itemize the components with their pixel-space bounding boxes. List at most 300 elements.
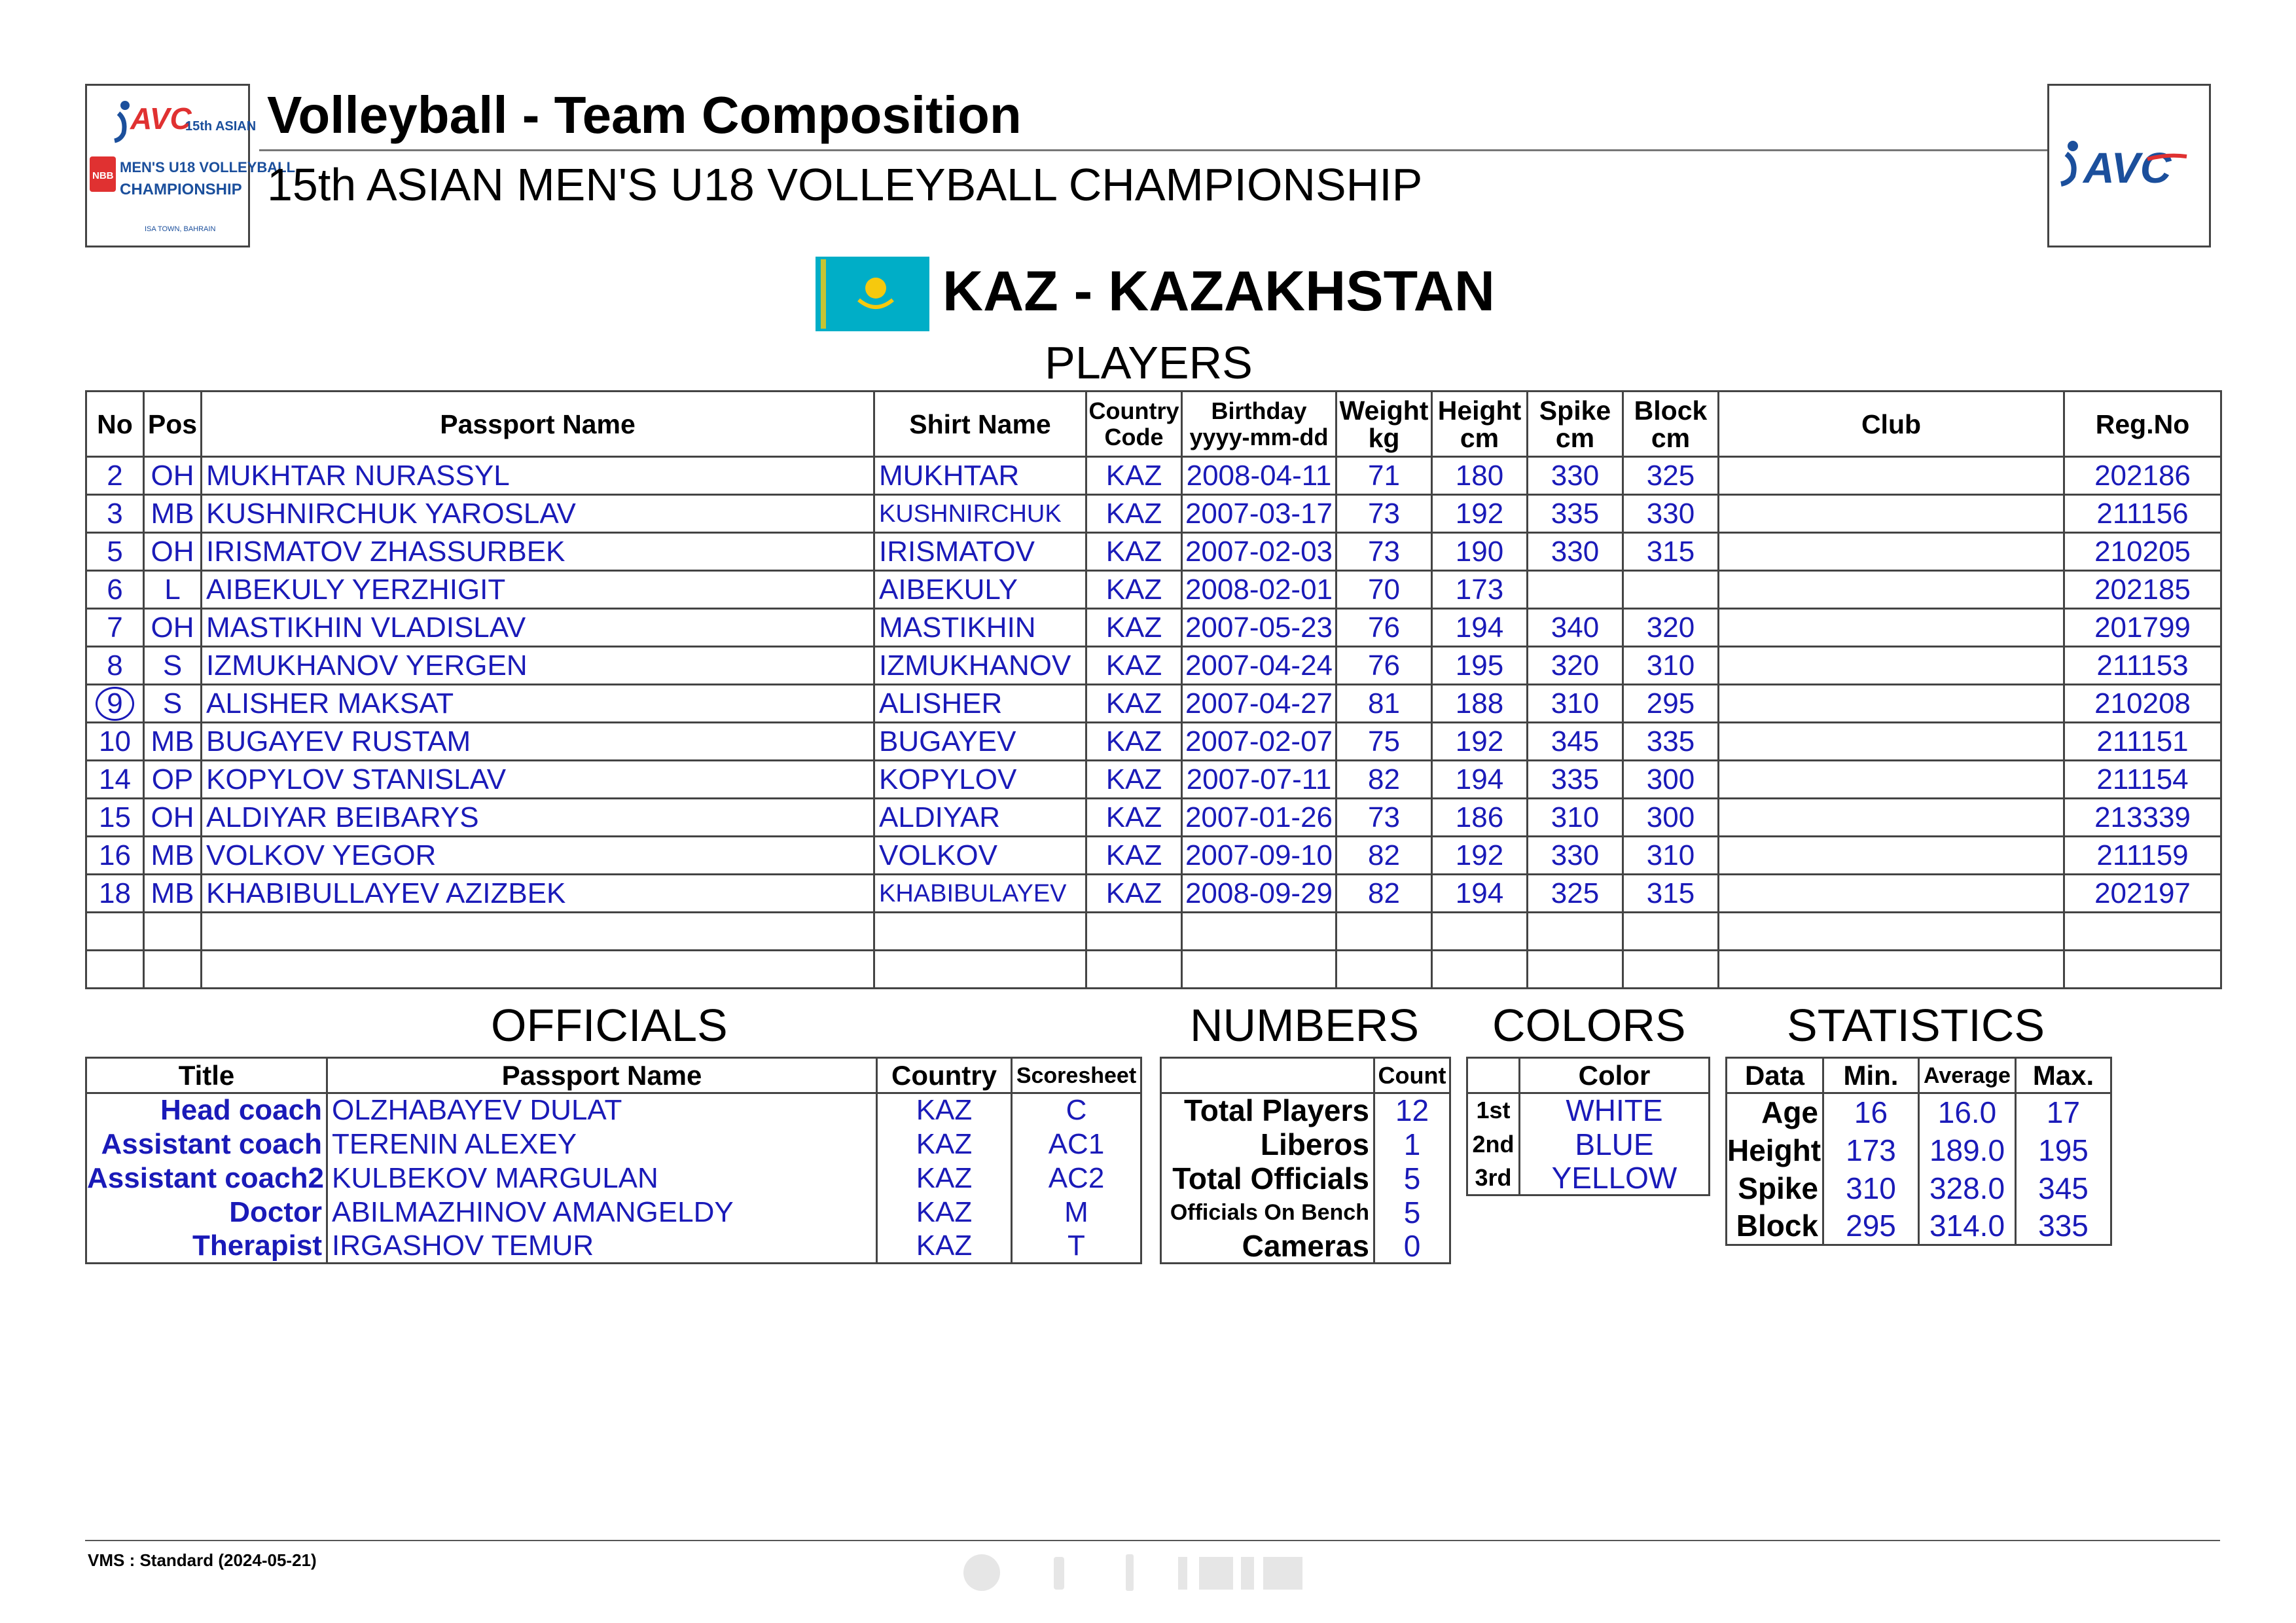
players-table-body [86,457,2221,989]
player-height: 192 [1432,723,1528,761]
stat-average: 189.0 [1919,1131,2016,1169]
player-block: 330 [1623,495,1719,533]
player-passport-name: KHABIBULLAYEV AZIZBEK [202,875,874,913]
player-weight: 76 [1336,647,1432,685]
player-spike: 330 [1528,837,1623,875]
player-weight: 73 [1336,799,1432,837]
stat-label: Spike [1727,1169,1823,1207]
player-birthday: 2008-04-11 [1182,457,1336,495]
official-country: KAZ [877,1127,1012,1161]
header-shirt-name: Shirt Name [874,392,1086,457]
player-weight: 82 [1336,875,1432,913]
player-height: 194 [1432,761,1528,799]
player-height: 195 [1432,647,1528,685]
player-club [1719,533,2064,571]
player-no: 3 [86,495,144,533]
numbers-count: 5 [1374,1161,1450,1195]
player-country: KAZ [1086,609,1182,647]
player-height: 186 [1432,799,1528,837]
player-block [1623,913,1719,951]
player-pos: MB [144,723,202,761]
player-height: 173 [1432,571,1528,609]
numbers-count: 5 [1374,1195,1450,1230]
stat-min: 16 [1823,1093,1919,1131]
svg-text:ISA TOWN, BAHRAIN: ISA TOWN, BAHRAIN [145,225,216,233]
statistics-header-min: Min. [1823,1058,1919,1093]
table-row [86,533,2221,571]
player-height: 194 [1432,609,1528,647]
header-spike-text: Spike cm [1539,395,1611,453]
official-country: KAZ [877,1230,1012,1264]
header-no: No [86,392,144,457]
player-country: KAZ [1086,799,1182,837]
header-club: Club [1719,392,2064,457]
player-height [1432,913,1528,951]
officials-section-title: OFFICIALS [491,1000,728,1051]
colors-table [1466,1057,1710,1196]
player-country: KAZ [1086,761,1182,799]
player-shirt-name: VOLKOV [874,837,1086,875]
official-title: Assistant coach [86,1127,327,1161]
player-country: KAZ [1086,723,1182,761]
player-club [1719,951,2064,989]
player-height: 194 [1432,875,1528,913]
player-no [86,913,144,951]
player-club [1719,837,2064,875]
table-row [1467,1161,1710,1195]
header-spike [1528,392,1623,457]
color-value: YELLOW [1520,1161,1710,1195]
official-country: KAZ [877,1161,1012,1195]
player-country: KAZ [1086,647,1182,685]
player-club [1719,457,2064,495]
player-club [1719,913,2064,951]
numbers-table [1160,1057,1451,1264]
official-scoresheet: C [1012,1093,1141,1127]
player-pos [144,913,202,951]
header-reg-no: Reg.No [2064,392,2221,457]
player-spike: 335 [1528,761,1623,799]
officials-table [85,1057,1142,1264]
table-row [86,1230,1141,1264]
player-shirt-name: IZMUKHANOV [874,647,1086,685]
flag-graphic [816,257,929,331]
player-weight: 73 [1336,533,1432,571]
numbers-count: 0 [1374,1230,1450,1264]
player-passport-name: BUGAYEV RUSTAM [202,723,874,761]
color-order: 1st [1467,1093,1520,1127]
player-no: 8 [86,647,144,685]
player-reg-no: 211159 [2064,837,2221,875]
player-birthday: 2007-04-24 [1182,647,1336,685]
player-reg-no [2064,951,2221,989]
player-spike: 320 [1528,647,1623,685]
player-club [1719,685,2064,723]
officials-header-row [86,1058,1141,1093]
avc-logo-graphic [2049,86,2209,246]
colors-header-row [1467,1058,1710,1093]
player-no: 7 [86,609,144,647]
official-passport-name: OLZHABAYEV DULAT [327,1093,877,1127]
player-club [1719,647,2064,685]
player-block: 300 [1623,799,1719,837]
player-spike: 310 [1528,799,1623,837]
player-no: 2 [86,457,144,495]
player-country [1086,951,1182,989]
official-title: Doctor [86,1195,327,1230]
official-passport-name: IRGASHOV TEMUR [327,1230,877,1264]
player-no: 16 [86,837,144,875]
numbers-header-count: Count [1374,1058,1450,1093]
player-no: 15 [86,799,144,837]
players-heading-text: PLAYERS [1045,337,1253,388]
stat-max: 17 [2016,1093,2111,1131]
player-weight [1336,951,1432,989]
stat-min: 310 [1823,1169,1919,1207]
official-scoresheet: AC2 [1012,1161,1141,1195]
table-row [1161,1093,1450,1127]
players-table [85,390,2222,989]
table-row [86,571,2221,609]
official-scoresheet: M [1012,1195,1141,1230]
table-row [1161,1127,1450,1161]
player-birthday: 2007-02-07 [1182,723,1336,761]
official-title: Assistant coach2 [86,1161,327,1195]
header-block [1623,392,1719,457]
player-shirt-name: AIBEKULY [874,571,1086,609]
numbers-label: Liberos [1161,1127,1374,1161]
player-shirt-name: ALDIYAR [874,799,1086,837]
title-divider [259,149,2047,151]
player-weight: 70 [1336,571,1432,609]
stat-min: 173 [1823,1131,1919,1169]
stat-max: 195 [2016,1131,2111,1169]
player-reg-no: 211154 [2064,761,2221,799]
player-shirt-name [874,913,1086,951]
official-passport-name: TERENIN ALEXEY [327,1127,877,1161]
color-value: BLUE [1520,1127,1710,1161]
player-height: 188 [1432,685,1528,723]
player-block: 300 [1623,761,1719,799]
statistics-header-max: Max. [2016,1058,2111,1093]
official-title: Head coach [86,1093,327,1127]
kazakhstan-flag [816,257,929,331]
officials-table-body [86,1093,1141,1264]
player-height: 192 [1432,837,1528,875]
watermark-shapes [956,1545,1348,1600]
player-pos: OP [144,761,202,799]
player-birthday: 2007-04-27 [1182,685,1336,723]
player-weight: 81 [1336,685,1432,723]
color-order: 3rd [1467,1161,1520,1195]
player-passport-name: ALISHER MAKSAT [202,685,874,723]
player-club [1719,609,2064,647]
player-birthday: 2008-02-01 [1182,571,1336,609]
table-row [1161,1230,1450,1264]
table-row [86,837,2221,875]
event-logo [85,84,296,247]
player-no [86,685,144,723]
stat-label: Age [1727,1093,1823,1131]
player-height: 190 [1432,533,1528,571]
table-row [86,1161,1141,1195]
player-spike [1528,951,1623,989]
player-birthday: 2008-09-29 [1182,875,1336,913]
table-row [1161,1161,1450,1195]
player-shirt-name: KOPYLOV [874,761,1086,799]
player-shirt-name: IRISMATOV [874,533,1086,571]
player-reg-no: 202185 [2064,571,2221,609]
player-birthday: 2007-03-17 [1182,495,1336,533]
player-block: 310 [1623,647,1719,685]
player-reg-no: 210208 [2064,685,2221,723]
player-shirt-name: MUKHTAR [874,457,1086,495]
stat-average: 16.0 [1919,1093,2016,1131]
player-spike: 310 [1528,685,1623,723]
stat-average: 314.0 [1919,1207,2016,1245]
svg-text:CHAMPIONSHIP: CHAMPIONSHIP [120,181,242,198]
player-birthday: 2007-02-03 [1182,533,1336,571]
player-club [1719,799,2064,837]
player-no: 18 [86,875,144,913]
player-spike [1528,571,1623,609]
player-birthday: 2007-07-11 [1182,761,1336,799]
stat-label: Height [1727,1131,1823,1169]
player-reg-no: 201799 [2064,609,2221,647]
player-weight [1336,913,1432,951]
footer-divider [85,1540,2220,1541]
official-title: Therapist [86,1230,327,1264]
player-passport-name: KOPYLOV STANISLAV [202,761,874,799]
player-passport-name: ALDIYAR BEIBARYS [202,799,874,837]
player-spike: 325 [1528,875,1623,913]
header-birthday [1182,392,1336,457]
player-pos: MB [144,875,202,913]
stat-max: 335 [2016,1207,2111,1245]
player-passport-name: KUSHNIRCHUK YAROSLAV [202,495,874,533]
player-block: 295 [1623,685,1719,723]
player-spike: 330 [1528,457,1623,495]
player-pos: S [144,685,202,723]
player-weight: 82 [1336,837,1432,875]
player-pos: L [144,571,202,609]
player-pos: S [144,647,202,685]
players-section-title [0,335,2296,390]
officials-header-passport-name: Passport Name [327,1058,877,1093]
numbers-section-title: NUMBERS [1190,1000,1420,1051]
player-passport-name: VOLKOV YEGOR [202,837,874,875]
player-height: 180 [1432,457,1528,495]
stat-average: 328.0 [1919,1169,2016,1207]
player-weight: 75 [1336,723,1432,761]
table-row [86,1127,1141,1161]
table-row [86,913,2221,951]
svg-text:MEN'S U18 VOLLEYBALL: MEN'S U18 VOLLEYBALL [120,159,296,175]
player-passport-name: MASTIKHIN VLADISLAV [202,609,874,647]
color-order: 2nd [1467,1127,1520,1161]
numbers-table-body [1161,1093,1450,1264]
player-block: 320 [1623,609,1719,647]
official-country: KAZ [877,1093,1012,1127]
svg-text:AVC: AVC [2083,143,2172,192]
event-logo-graphic [87,86,296,246]
statistics-header-row [1727,1058,2111,1093]
table-row [86,647,2221,685]
player-pos: OH [144,609,202,647]
numbers-count: 12 [1374,1093,1450,1127]
header-birthday-text: Birthday yyyy-mm-dd [1189,397,1329,450]
player-weight: 76 [1336,609,1432,647]
statistics-table [1725,1057,2112,1246]
player-passport-name: MUKHTAR NURASSYL [202,457,874,495]
player-shirt-name: KHABIBULAYEV [874,875,1086,913]
player-spike: 335 [1528,495,1623,533]
player-reg-no: 202197 [2064,875,2221,913]
numbers-label: Total Officials [1161,1161,1374,1195]
players-header-row [86,392,2221,457]
player-reg-no: 211156 [2064,495,2221,533]
numbers-label: Cameras [1161,1230,1374,1264]
svg-text:AVC: AVC [130,101,192,136]
player-shirt-name: MASTIKHIN [874,609,1086,647]
player-birthday: 2007-09-10 [1182,837,1336,875]
player-block: 315 [1623,875,1719,913]
table-row [1727,1207,2111,1245]
player-passport-name: IRISMATOV ZHASSURBEK [202,533,874,571]
table-row [1467,1127,1710,1161]
table-row [86,875,2221,913]
player-country: KAZ [1086,837,1182,875]
officials-header-title: Title [86,1058,327,1093]
svg-text:NBB: NBB [92,170,114,181]
official-scoresheet: T [1012,1230,1141,1264]
footer-version: VMS : Standard (2024-05-21) [88,1550,317,1570]
stat-label: Block [1727,1207,1823,1245]
stat-min: 295 [1823,1207,1919,1245]
player-passport-name: AIBEKULY YERZHIGIT [202,571,874,609]
player-country: KAZ [1086,571,1182,609]
avc-logo [2047,84,2211,247]
table-row [1161,1195,1450,1230]
player-birthday [1182,913,1336,951]
player-passport-name [202,951,874,989]
player-birthday: 2007-05-23 [1182,609,1336,647]
table-row [1727,1131,2111,1169]
header-height-text: Height cm [1437,395,1522,453]
player-height [1432,951,1528,989]
player-reg-no [2064,913,2221,951]
header-passport-name: Passport Name [202,392,874,457]
colors-section-title: COLORS [1492,1000,1686,1051]
player-no: 14 [86,761,144,799]
player-pos [144,951,202,989]
player-weight: 82 [1336,761,1432,799]
official-country: KAZ [877,1195,1012,1230]
officials-header-scoresheet: Scoresheet [1012,1058,1141,1093]
officials-header-country: Country [877,1058,1012,1093]
player-spike [1528,913,1623,951]
player-country: KAZ [1086,875,1182,913]
table-row [86,609,2221,647]
player-club [1719,875,2064,913]
championship-title: 15th ASIAN MEN'S U18 VOLLEYBALL CHAMPIONSHIP [267,159,1423,210]
table-row [86,457,2221,495]
table-row [86,1195,1141,1230]
numbers-label: Total Players [1161,1093,1374,1127]
svg-text:15th ASIAN: 15th ASIAN [185,119,257,134]
player-reg-no: 202186 [2064,457,2221,495]
player-club [1719,495,2064,533]
header-weight [1336,392,1432,457]
player-reg-no: 210205 [2064,533,2221,571]
player-shirt-name: BUGAYEV [874,723,1086,761]
player-block [1623,951,1719,989]
page-title: Volleyball - Team Composition [267,86,1022,144]
player-shirt-name: ALISHER [874,685,1086,723]
player-block: 315 [1623,533,1719,571]
player-club [1719,761,2064,799]
player-block: 310 [1623,837,1719,875]
header-country-code [1086,392,1182,457]
statistics-section-title: STATISTICS [1787,1000,2045,1051]
header-country-code-text: Country Code [1088,397,1179,450]
player-country [1086,913,1182,951]
player-weight: 71 [1336,457,1432,495]
table-row [86,761,2221,799]
player-birthday: 2007-01-26 [1182,799,1336,837]
player-reg-no: 211153 [2064,647,2221,685]
color-value: WHITE [1520,1093,1710,1127]
official-passport-name: ABILMAZHINOV AMANGELDY [327,1195,877,1230]
player-no: 10 [86,723,144,761]
player-passport-name: IZMUKHANOV YERGEN [202,647,874,685]
table-row [86,495,2221,533]
player-country: KAZ [1086,685,1182,723]
player-spike: 340 [1528,609,1623,647]
colors-header-color: Color [1520,1058,1710,1093]
player-reg-no: 213339 [2064,799,2221,837]
table-row [86,685,2221,723]
official-passport-name: KULBEKOV MARGULAN [327,1161,877,1195]
colors-table-body [1467,1093,1710,1195]
player-club [1719,723,2064,761]
numbers-header-blank [1161,1058,1374,1093]
player-shirt-name: KUSHNIRCHUK [874,495,1086,533]
stat-max: 345 [2016,1169,2111,1207]
player-pos: OH [144,799,202,837]
player-pos: OH [144,457,202,495]
colors-header-blank [1467,1058,1520,1093]
player-block: 335 [1623,723,1719,761]
numbers-label: Officials On Bench [1161,1195,1374,1230]
team-title: KAZ - KAZAKHSTAN [942,260,1495,323]
table-row [86,1093,1141,1127]
table-row [86,951,2221,989]
player-pos: MB [144,837,202,875]
player-no: 5 [86,533,144,571]
player-birthday [1182,951,1336,989]
statistics-header-average: Average [1919,1058,2016,1093]
header-pos: Pos [144,392,202,457]
player-country: KAZ [1086,495,1182,533]
player-pos: MB [144,495,202,533]
player-height: 192 [1432,495,1528,533]
header-height [1432,392,1528,457]
player-club [1719,571,2064,609]
player-reg-no: 211151 [2064,723,2221,761]
table-row [1727,1169,2111,1207]
numbers-count: 1 [1374,1127,1450,1161]
